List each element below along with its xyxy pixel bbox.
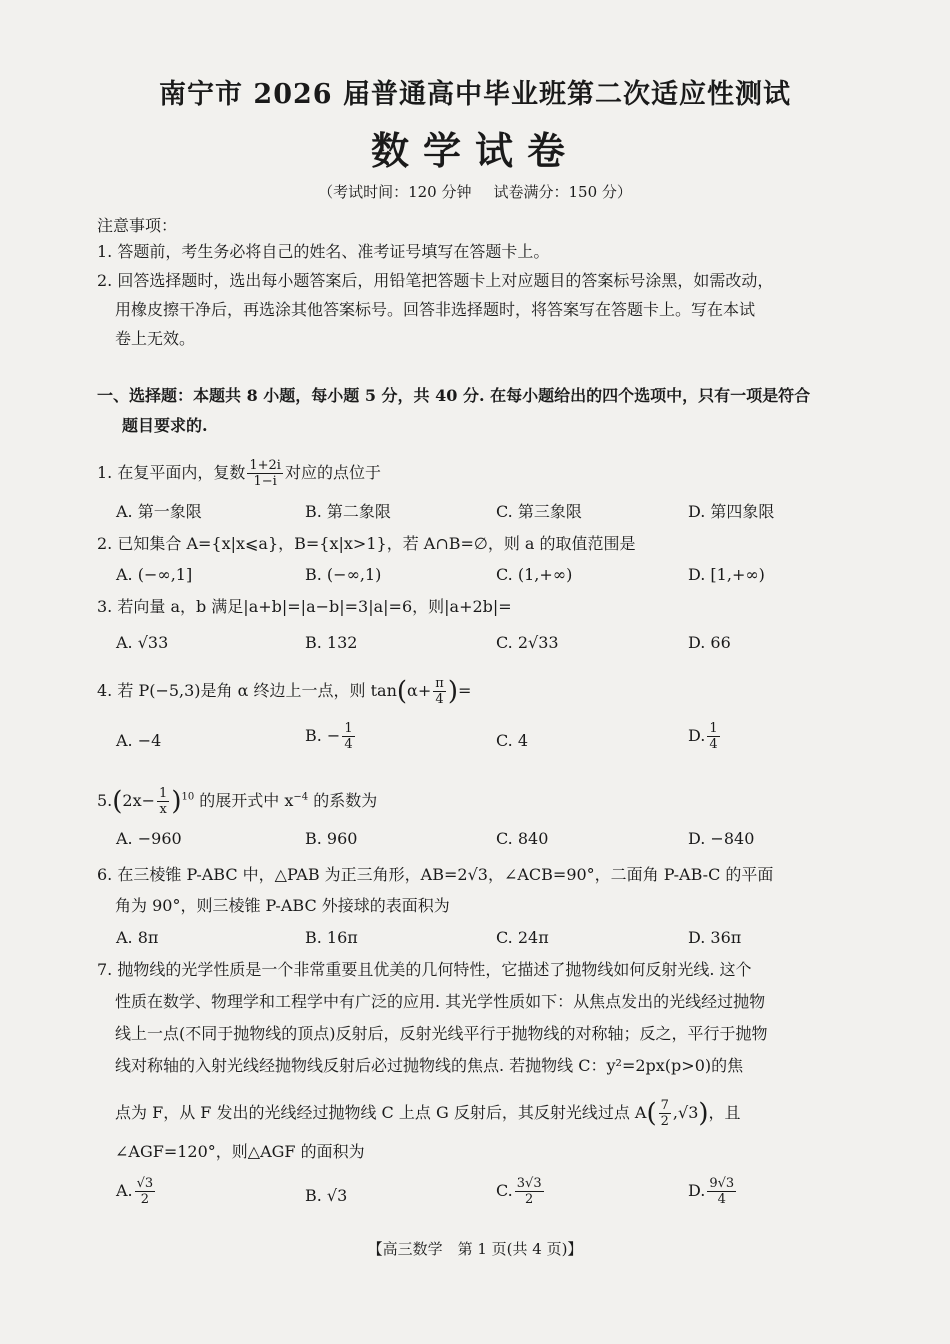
question-6-option-b: B. 16π <box>305 928 358 947</box>
question-6-option-c: C. 24π <box>496 928 549 947</box>
question-4-inner: α+ <box>407 681 432 700</box>
question-3-option-a: A. √33 <box>116 633 169 652</box>
question-2-option-b: B. (−∞,1) <box>305 565 382 584</box>
notice-item-2-line-2: 用橡皮擦干净后，再选涂其他答案标号。回答非选择题时，将答案写在答题卡上。写在本试 <box>115 300 756 319</box>
point-a-fraction <box>659 1098 671 1129</box>
option-fraction <box>515 1176 544 1207</box>
right-paren: ) <box>447 676 458 707</box>
question-4-option-d <box>688 721 722 752</box>
question-7-stem-line-5 <box>115 1098 741 1129</box>
fraction-denominator: 2 <box>525 1192 534 1207</box>
question-5-prefix: 5. <box>97 791 113 810</box>
fraction-denominator: 2 <box>140 1192 150 1207</box>
exam-info <box>0 181 950 202</box>
option-label: C. <box>496 1181 513 1200</box>
notice-item-2-line-1: 2. 回答选择题时，选出每小题答案后，用铅笔把答题卡上对应题目的答案标号涂黑，如需改动， <box>97 271 774 290</box>
question-6-option-d: D. 36π <box>688 928 742 947</box>
fraction-denominator: 4 <box>717 1192 726 1207</box>
question-1-option-b: B. 第二象限 <box>305 502 391 521</box>
question-1-stem <box>97 458 381 489</box>
option-fraction <box>707 721 719 752</box>
question-5-option-c: C. 840 <box>496 829 549 848</box>
question-2-option-d: D. [1,+∞) <box>688 565 765 584</box>
question-5-inner: 2x− <box>122 791 156 810</box>
fraction-denominator: 2 <box>660 1114 669 1129</box>
question-5-option-b: B. 960 <box>305 829 358 848</box>
question-2-option-c: C. (1,+∞) <box>496 565 573 584</box>
option-fraction <box>342 721 354 752</box>
question-5-suffix-b: 的系数为 <box>308 791 378 810</box>
question-7-option-d <box>688 1176 738 1207</box>
fraction-numerator: 1 <box>344 721 353 736</box>
exponent: −4 <box>293 791 309 803</box>
question-7-stem-line-2: 性质在数学、物理学和工程学中有广泛的应用. 其光学性质如下：从焦点发出的光线经过抛物 <box>115 992 766 1011</box>
left-paren: ( <box>112 786 123 817</box>
question-6-stem-line-1: 6. 在三棱锥 P-ABC 中，△PAB 为正三角形，AB=2√3，∠ACB=90°，二面角 P-AB-C 的平面 <box>97 865 774 884</box>
question-1-option-d: D. 第四象限 <box>688 502 775 521</box>
question-3-option-d: D. 66 <box>688 633 731 652</box>
left-paren: ( <box>646 1098 657 1129</box>
fraction-numerator: 7 <box>660 1098 669 1113</box>
notice-heading: 注意事项： <box>97 216 178 235</box>
right-paren: ) <box>698 1098 709 1129</box>
option-label: B. − <box>305 726 341 745</box>
question-6-stem-line-2: 角为 90°，则三棱锥 P-ABC 外接球的表面积为 <box>115 896 450 915</box>
question-5-option-d: D. −840 <box>688 829 755 848</box>
question-7-stem-line-1: 7. 抛物线的光学性质是一个非常重要且优美的几何特性，它描述了抛物线如何反射光线. 这个 <box>97 960 752 979</box>
question-7-option-b: B. √3 <box>305 1186 348 1205</box>
question-7-stem-line-6: ∠AGF=120°，则△AGF 的面积为 <box>115 1142 365 1161</box>
right-paren: ) <box>171 786 182 817</box>
question-1-prefix: 1. 在复平面内，复数 <box>97 463 246 482</box>
question-4-suffix: = <box>457 681 472 700</box>
option-label: D. <box>688 1181 706 1200</box>
fraction-denominator: 4 <box>344 737 353 752</box>
question-1-suffix: 对应的点位于 <box>284 463 381 482</box>
exam-subject: 数学试卷 <box>370 128 579 173</box>
question-3-option-b: B. 132 <box>305 633 358 652</box>
left-paren: ( <box>396 676 408 707</box>
notice-item-2-line-3: 卷上无效。 <box>115 329 196 348</box>
fraction-numerator: 9√3 <box>709 1176 735 1191</box>
line-suffix: ，且 <box>708 1103 741 1122</box>
question-4-option-b <box>305 721 357 752</box>
question-1-option-a: A. 第一象限 <box>116 502 202 521</box>
question-7-stem-line-4: 线对称轴的入射光线经抛物线反射后必过抛物线的焦点. 若抛物线 C：y²=2px(p>0)的焦 <box>115 1056 744 1075</box>
fraction-denominator: 4 <box>435 692 444 707</box>
question-5-stem <box>97 786 377 817</box>
fraction-numerator: 1 <box>709 721 718 736</box>
fraction-denominator: x <box>159 802 167 817</box>
fraction-numerator: 1+2i <box>249 458 281 473</box>
question-1-fraction <box>247 458 283 489</box>
exam-time: （考试时间：120 分钟 <box>318 183 472 201</box>
question-7-option-c <box>496 1176 546 1207</box>
question-5-option-a: A. −960 <box>116 829 182 848</box>
question-2-stem: 2. 已知集合 A={x|x⩽a}，B={x|x>1}，若 A∩B=∅，则 a 的取值范围是 <box>97 534 636 553</box>
option-label: A. <box>116 1181 133 1200</box>
question-1-option-c: C. 第三象限 <box>496 502 582 521</box>
exam-score: 试卷满分：150 分） <box>493 183 632 201</box>
question-6-option-a: A. 8π <box>116 928 159 947</box>
exam-title: 南宁市 2026 届普通高中毕业班第二次适应性测试 <box>159 79 791 110</box>
question-4-fraction <box>433 676 446 707</box>
option-fraction <box>135 1176 156 1207</box>
fraction-denominator: 1−i <box>253 474 277 489</box>
option-fraction <box>707 1176 736 1207</box>
exponent: 10 <box>181 791 195 803</box>
question-5-fraction <box>157 786 169 817</box>
section-1-heading: 一、选择题：本题共 8 小题，每小题 5 分，共 40 分. 在每小题给出的四个选项中，只有一项是符合 <box>97 386 811 405</box>
question-5-suffix-a: 的展开式中 x <box>194 791 294 810</box>
page-footer: 【高三数学 第 1 页(共 4 页)】 <box>367 1240 583 1258</box>
question-7-option-a <box>116 1176 157 1207</box>
notice-item-1: 1. 答题前，考生务必将自己的姓名、准考证号填写在答题卡上。 <box>97 242 550 261</box>
question-3-option-c: C. 2√33 <box>496 633 559 652</box>
question-4-option-a: A. −4 <box>116 731 162 750</box>
question-4-option-c: C. 4 <box>496 731 529 750</box>
question-2-option-a: A. (−∞,1] <box>116 565 193 584</box>
question-4-stem <box>97 676 471 707</box>
fraction-numerator: π <box>435 676 444 691</box>
fraction-numerator: 1 <box>159 786 168 801</box>
line-text: 点为 F，从 F 发出的光线经过抛物线 C 上点 G 反射后，其反射光线过点 A <box>115 1103 647 1122</box>
question-7-stem-line-3: 线上一点(不同于抛物线的顶点)反射后，反射光线平行于抛物线的对称轴；反之，平行于抛物 <box>115 1024 768 1043</box>
question-4-prefix: 4. 若 P(−5,3)是角 α 终边上一点，则 tan <box>97 681 397 700</box>
fraction-numerator: √3 <box>136 1176 154 1191</box>
option-label: D. <box>688 726 706 745</box>
point-a-rest: ,√3 <box>672 1103 699 1122</box>
fraction-numerator: 3√3 <box>516 1176 542 1191</box>
question-3-stem: 3. 若向量 a，b 满足|a+b|=|a−b|=3|a|=6，则|a+2b|= <box>97 597 512 616</box>
section-1-heading-line-2: 题目要求的. <box>122 416 208 435</box>
fraction-denominator: 4 <box>709 737 718 752</box>
